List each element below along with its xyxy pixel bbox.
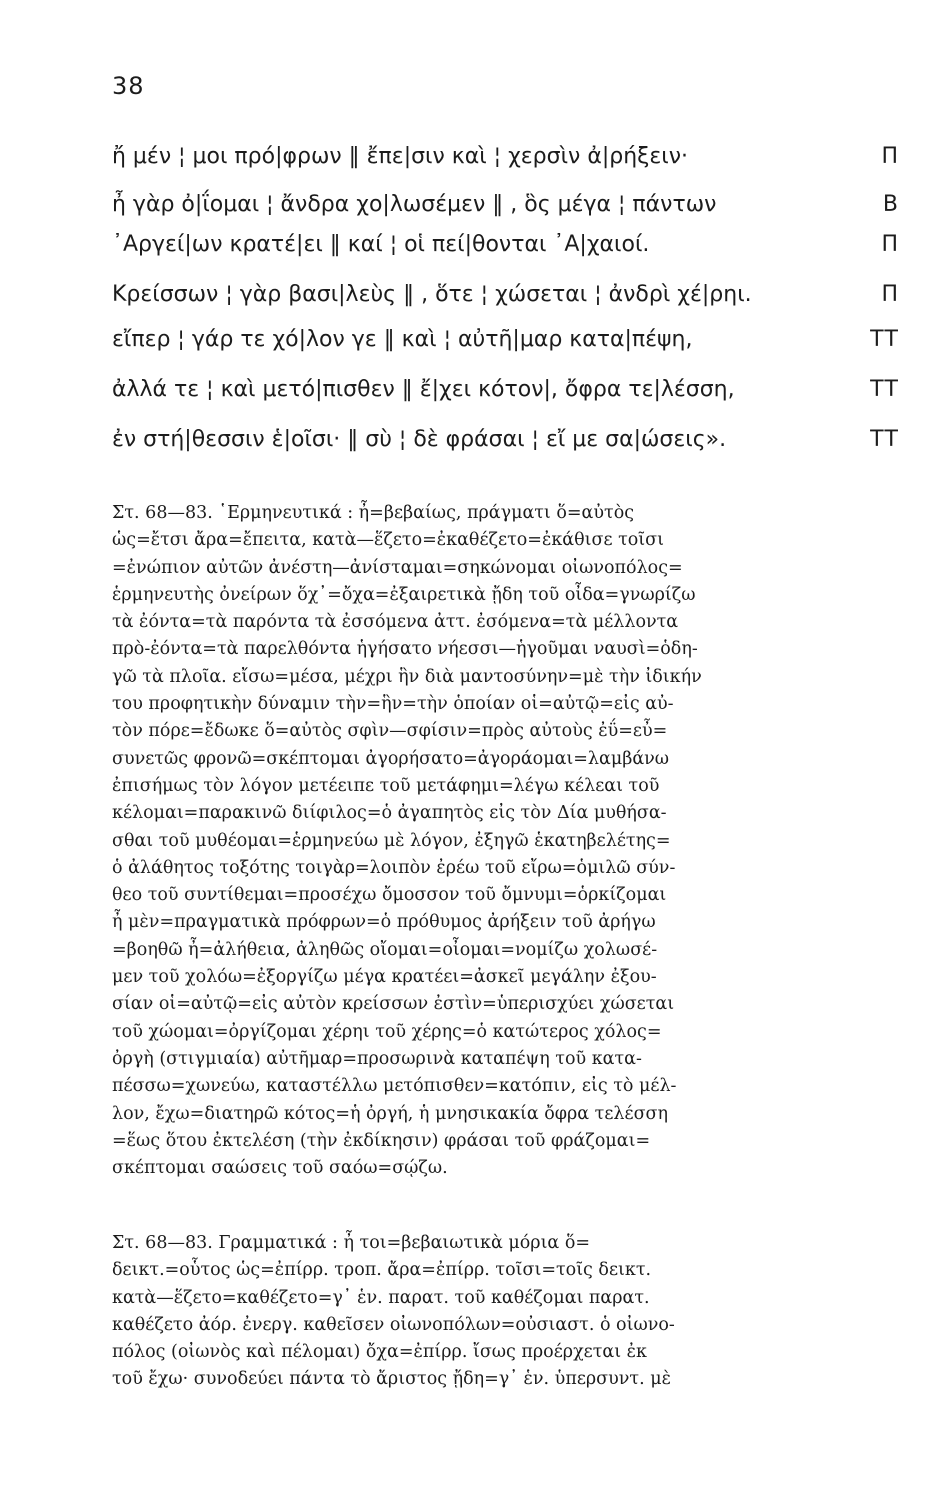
commentary-line: τοῦ ἔχω· συνοδεύει πάντα τὸ ἄριστος ᾔδη=γ᾿ ἑν. ὑπερσυντ. μὲ (112, 1369, 671, 1390)
commentary-line: τοῦ χώομαι=ὀργίζομαι χέρηι τοῦ χέρης=ὁ κατώτερος χόλος= (112, 1021, 662, 1042)
verse-line: ἤ μέν ¦ μοι πρό|φρων ‖ ἔπε|σιν καὶ ¦ χερσὶν ἀ|ρήξειν· (112, 144, 689, 169)
commentary-line: γῶ τὰ πλοῖα. εἴσω=μέσα, μέχρι ἣν διὰ μαντοσύνην=μὲ τὴν ἰδικήν (112, 666, 702, 687)
commentary-line: ὀργὴ (στιγμιαία) αὐτῆμαρ=προσωρινὰ καταπέψη τοῦ κατα- (112, 1048, 642, 1069)
commentary-line: κατὰ—ἕζετο=καθέζετο=γ᾿ ἑν. παρατ. τοῦ καθέζομαι παρατ. (112, 1287, 650, 1308)
commentary-line: θεο τοῦ συντίθεμαι=προσέχω ὄμοσσον τοῦ ὄμνυμι=ὁρκίζομαι (112, 885, 667, 906)
commentary-line: δεικτ.=οὗτος ὡς=ἐπίρρ. τροπ. ἄρα=ἐπίρρ. τοῖσι=τοῖς δεικτ. (112, 1260, 652, 1281)
commentary-line: συνετῶς φρονῶ=σκέπτομαι ἀγορήσατο=ἀγοράομαι=λαμβάνω (112, 748, 670, 769)
commentary-line: καθέζετο ἀόρ. ἐνεργ. καθεῖσεν οἰωνοπόλων=οὐσιαστ. ὁ οἰωνο- (112, 1314, 675, 1335)
commentary-line: πρὸ-ἐόντα=τὰ παρελθόντα ἡγήσατο νήεσσι—ἡγοῦμαι ναυσὶ=ὁδη- (112, 639, 698, 660)
verse-line: Κρείσσων ¦ γὰρ βασι|λεὺς ‖ , ὅτε ¦ χώσεται ¦ ἀνδρὶ χέ|ρηι. (112, 282, 752, 307)
commentary-line: κέλομαι=παρακινῶ διίφιλος=ὁ ἀγαπητὸς εἰς τὸν Δία μυθήσα- (112, 803, 667, 824)
verse-line: ᾿Αργεί|ων κρατέ|ει ‖ καί ¦ οἱ πεί|θονται ᾿Α|χαιοί. (112, 232, 650, 257)
hermeneutika-section (112, 500, 929, 1182)
commentary-line: τὰ ἐόντα=τὰ παρόντα τὰ ἐσσόμενα ἀττ. ἐσόμενα=τὰ μέλλοντα (112, 612, 679, 633)
commentary-line: ὡς=ἔτσι ἄρα=ἔπειτα, κατὰ—ἕζετο=ἐκαθέζετο=ἐκάθισε τοῖσι (112, 530, 664, 551)
commentary-line: σκέπτομαι σαώσεις τοῦ σαόω=σῴζω. (112, 1158, 448, 1179)
commentary-line: ἑρμηνευτὴς ὀνείρων ὅχ᾿=ὄχα=ἐξαιρετικὰ ᾔδη τοῦ οἶδα=γνωρίζω (112, 584, 696, 605)
commentary-line: του προφητικὴν δύναμιν τὴν=ἣν=τὴν ὁποίαν οἱ=αὐτῷ=εἰς αὐ- (112, 694, 674, 715)
verse-line: ἐν στή|θεσσιν ἑ|οῖσι· ‖ σὺ ¦ δὲ φράσαι ¦ εἴ με σα|ώσεις». (112, 427, 727, 452)
commentary-line: Στ. 68—83. Γραμματικά : ἦ τοι=βεβαιωτικὰ μόρια ὅ= (112, 1233, 591, 1253)
commentary-line: ὁ ἀλάθητος τοξότης τοιγὰρ=λοιπὸν ἐρέω τοῦ εἴρω=ὁμιλῶ σύν- (112, 857, 676, 878)
commentary-line: τὸν πόρε=ἔδωκε ὅ=αὐτὸς σφὶν—σφίσιν=πρὸς αὐτοὺς ἐΰ=εὖ= (112, 721, 668, 742)
commentary-line: μεν τοῦ χολόω=ἐξοργίζω μέγα κρατέει=ἀσκεῖ μεγάλην ἐξου- (112, 967, 657, 988)
commentary-line: πόλος (οἰωνὸς καὶ πέλομαι) ὄχα=ἐπίρρ. ἴσως προέρχεται ἐκ (112, 1342, 647, 1363)
commentary-line: πέσσω=χωνεύω, καταστέλλω μετόπισθεν=κατόπιν, εἰς τὸ μέλ- (112, 1076, 677, 1097)
verse-line: ἦ γὰρ ὀ|ΐομαι ¦ ἄνδρα χο|λωσέμεν ‖ , ὃς μέγα ¦ πάντων (112, 192, 717, 217)
verse-line: ἀλλά τε ¦ καὶ μετό|πισθεν ‖ ἔ|χει κότον|, ὄφρα τε|λέσση, (112, 377, 735, 402)
commentary-line: ἦ μὲν=πραγματικὰ πρόφρων=ὁ πρόθυμος ἀρήξειν τοῦ ἀρήγω (112, 912, 656, 933)
grammatika-section (112, 1230, 929, 1394)
commentary-line: Στ. 68—83. ῾Ερμηνευτικά : ἦ=βεβαίως, πράγματι ὅ=αὐτὸς (112, 503, 635, 523)
page-number: 38 (112, 72, 145, 100)
commentary-line: σθαι τοῦ μυθέομαι=ἑρμηνεύω μὲ λόγον, ἐξηγῶ ἑκατηβελέτης= (112, 830, 671, 851)
meter-mark: Β (882, 192, 899, 217)
meter-mark: ΤΤ (870, 377, 899, 402)
commentary-line: =βοηθῶ ἦ=ἀλήθεια, ἀληθῶς οἴομαι=οἶομαι=νομίζω χολωσέ- (112, 939, 658, 960)
commentary-line: =ἕως ὅτου ἐκτελέση (τὴν ἐκδίκησιν) φράσαι τοῦ φράζομαι= (112, 1130, 651, 1151)
commentary-line: σίαν οἱ=αὐτῷ=εἰς αὐτὸν κρείσσων ἐστὶν=ὑπερισχύει χώσεται (112, 994, 675, 1015)
verse-line: εἴπερ ¦ γάρ τε χό|λον γε ‖ καὶ ¦ αὐτῆ|μαρ κατα|πέψη, (112, 327, 693, 352)
commentary-line: λον, ἔχω=διατηρῶ κότος=ἡ ὀργή, ἡ μνησικακία ὄφρα τελέσση (112, 1103, 668, 1124)
commentary-line: =ἐνώπιον αὐτῶν ἀνέστη—ἀνίσταμαι=σηκώνομαι οἰωνοπόλος= (112, 557, 683, 578)
meter-mark: ΤΤ (870, 427, 899, 452)
commentary-line: ἐπισήμως τὸν λόγον μετέειπε τοῦ μετάφημι=λέγω κέλεαι τοῦ (112, 775, 660, 796)
meter-mark: Π (881, 144, 899, 169)
meter-mark: ΤΤ (870, 327, 899, 352)
meter-mark: Π (881, 232, 899, 257)
meter-mark: Π (881, 282, 899, 307)
